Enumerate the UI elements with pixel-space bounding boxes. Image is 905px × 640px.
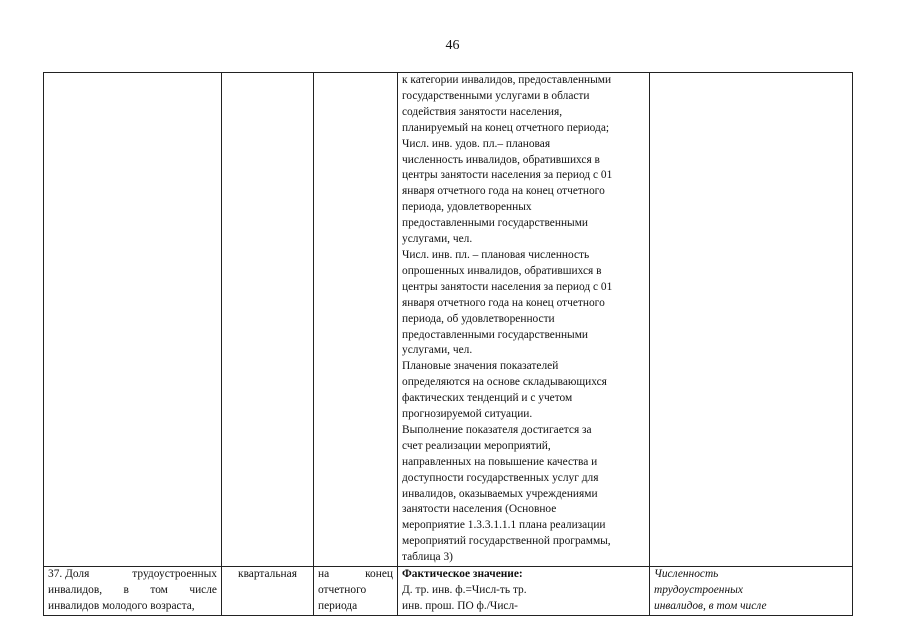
methodology-line: государственными услугами в области xyxy=(402,89,590,102)
periodicity-cell: квартальная xyxy=(222,567,314,616)
methodology-line: фактических тенденций и с учетом xyxy=(402,392,573,405)
timing-line: периода xyxy=(318,599,358,612)
methodology-line: мероприятие 1.3.3.1.1.1 плана реализации xyxy=(402,519,606,532)
timing-line: отчетного xyxy=(318,584,367,596)
note-line: трудоустроенных xyxy=(654,584,743,596)
methodology-line: таблица 3) xyxy=(402,551,453,564)
methodology-line: планируемый на конец отчетного периода; xyxy=(402,121,610,134)
methodology-line: доступности государственных услуг для xyxy=(402,471,599,484)
formula-cell xyxy=(398,567,650,616)
methodology-line: к категории инвалидов, предоставленными xyxy=(402,74,612,86)
methodology-line: опрошенных инвалидов, обратившихся в xyxy=(402,264,602,277)
methodology-line: периода, об удовлетворенности xyxy=(402,312,555,325)
indicator-text: в xyxy=(123,584,129,596)
formula-line: инв. прош. ПО ф./Числ- xyxy=(402,599,518,612)
indicator-line: инвалидов молодого возраста, xyxy=(48,599,195,612)
methodology-line: Числ. инв. пл. – плановая численность xyxy=(402,248,590,261)
methodology-line: предоставленными государственными xyxy=(402,217,589,230)
formula-heading: Фактическое значение: xyxy=(402,568,523,581)
methodology-line: занятости населения (Основное xyxy=(402,503,557,516)
page-number: 46 xyxy=(445,38,460,53)
timing-text: конец xyxy=(365,568,393,581)
methodology-line: Выполнение показателя достигается за xyxy=(402,423,592,436)
timing-text: на xyxy=(318,568,330,581)
methodology-line: содействия занятости населения, xyxy=(402,105,563,118)
table-row xyxy=(44,567,853,616)
note-cell xyxy=(650,567,853,616)
indicator-text: трудоустроенных xyxy=(132,568,217,581)
table-row xyxy=(44,73,853,567)
methodology-line: Плановые значения показателей xyxy=(402,360,559,373)
methodology-line: определяются на основе складывающихся xyxy=(402,376,607,389)
note-cell xyxy=(650,73,853,567)
methodology-line: мероприятий государственной программы, xyxy=(402,535,611,548)
periodicity-cell xyxy=(222,73,314,567)
methodology-line: центры занятости населения за период с 01 xyxy=(402,280,613,293)
indicator-text: том xyxy=(150,584,168,596)
indicators-table xyxy=(43,72,853,616)
methodology-line: прогнозируемой ситуации. xyxy=(402,408,533,421)
timing-cell xyxy=(314,567,398,616)
indicator-cell xyxy=(44,567,222,616)
note-line: Численность xyxy=(654,568,719,581)
timing-line xyxy=(318,567,393,583)
methodology-line: предоставленными государственными xyxy=(402,328,589,341)
methodology-line: Числ. инв. удов. пл.– плановая xyxy=(402,137,551,150)
methodology-line: инвалидов, оказываемых учреждениями xyxy=(402,487,598,500)
indicator-line xyxy=(48,567,217,583)
formula-line: Д. тр. инв. ф.=Числ-ть тр. xyxy=(402,584,527,596)
methodology-line: услугами, чел. xyxy=(402,344,473,357)
indicator-text: 37. Доля xyxy=(48,568,90,581)
indicator-line xyxy=(48,583,217,599)
methodology-line: января отчетного года на конец отчетного xyxy=(402,185,605,198)
indicator-text: числе xyxy=(189,584,217,596)
methodology-line: направленных на повышение качества и xyxy=(402,455,598,468)
methodology-line: января отчетного года на конец отчетного xyxy=(402,296,605,309)
indicator-text: инвалидов, xyxy=(48,584,103,596)
methodology-cell xyxy=(398,73,650,567)
methodology-line: численность инвалидов, обратившихся в xyxy=(402,153,600,166)
indicator-cell xyxy=(44,73,222,567)
note-line: инвалидов, в том числе xyxy=(654,599,767,612)
methodology-line: периода, удовлетворенных xyxy=(402,201,532,214)
methodology-line: услугами, чел. xyxy=(402,233,473,246)
methodology-line: центры занятости населения за период с 01 xyxy=(402,169,613,182)
timing-cell xyxy=(314,73,398,567)
methodology-line: счет реализации мероприятий, xyxy=(402,439,551,452)
